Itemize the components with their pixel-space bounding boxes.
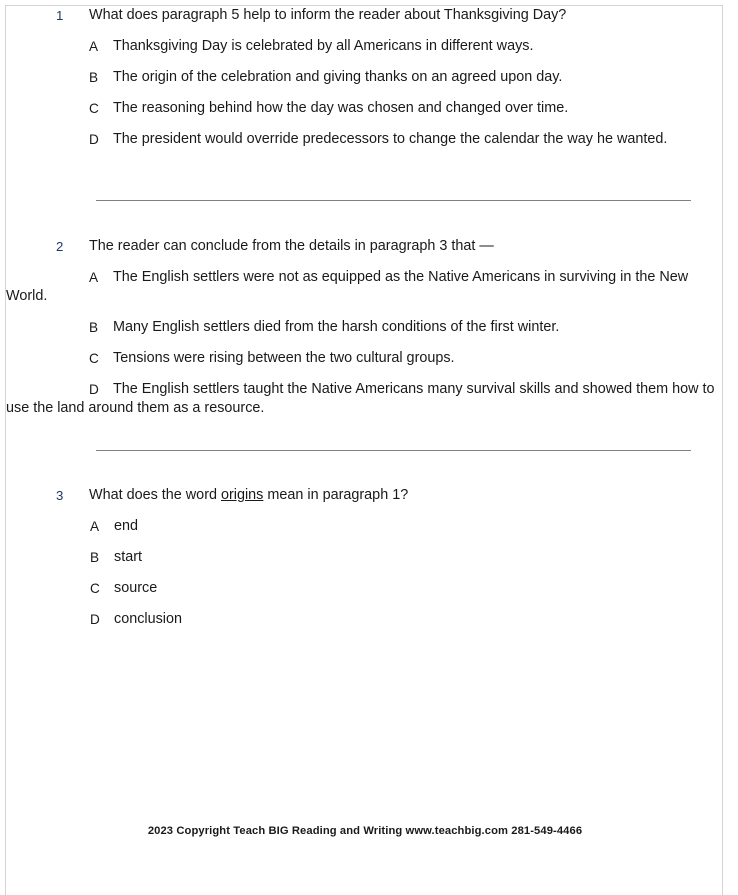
option-text-3-a: end bbox=[114, 518, 139, 534]
option-letter-2-c: C bbox=[89, 351, 99, 366]
option-text-2-c: Tensions were rising between the two cultural groups. bbox=[113, 350, 455, 366]
option-text-2-a: The English settlers were not as equipped as the Native Americans in surviving in the New World. bbox=[6, 269, 689, 304]
question-text-3-part-before: What does the word bbox=[89, 487, 221, 503]
option-1-d[interactable] bbox=[6, 130, 724, 149]
question-text-2-part-before: The reader can conclude from the details in paragraph 3 that — bbox=[89, 238, 494, 254]
question-stem-2 bbox=[6, 237, 724, 256]
option-3-a[interactable] bbox=[6, 517, 724, 536]
question-text-3 bbox=[89, 486, 438, 505]
question-text-1 bbox=[89, 6, 596, 25]
option-letter-1-c: C bbox=[89, 101, 99, 116]
divider-line bbox=[96, 450, 691, 451]
question-text-3-part-after: mean in paragraph 1? bbox=[263, 487, 409, 503]
question-number-3: 3 bbox=[56, 488, 64, 503]
option-letter-3-b: B bbox=[90, 550, 100, 565]
option-3-b[interactable] bbox=[6, 548, 724, 567]
option-1-b[interactable] bbox=[6, 68, 724, 87]
option-letter-1-a: A bbox=[89, 39, 99, 54]
question-text-2 bbox=[89, 237, 524, 256]
question-block-1 bbox=[6, 6, 724, 149]
option-2-b[interactable] bbox=[6, 318, 724, 337]
option-1-a[interactable] bbox=[6, 37, 724, 56]
option-2-d[interactable] bbox=[6, 380, 724, 418]
question-number-2: 2 bbox=[56, 239, 64, 254]
question-number-1: 1 bbox=[56, 8, 64, 23]
option-letter-3-a: A bbox=[90, 519, 100, 534]
option-text-3-c: source bbox=[114, 580, 158, 596]
question-block-2 bbox=[6, 237, 724, 418]
divider-line bbox=[96, 200, 691, 201]
option-letter-3-d: D bbox=[90, 612, 100, 627]
option-letter-2-a: A bbox=[89, 270, 99, 285]
option-text-1-a: Thanksgiving Day is celebrated by all Americans in different ways. bbox=[113, 38, 534, 54]
question-text-1-part-before: What does paragraph 5 help to inform the reader about Thanksgiving Day? bbox=[89, 7, 567, 23]
option-2-c[interactable] bbox=[6, 349, 724, 368]
option-2-a[interactable] bbox=[6, 268, 724, 306]
option-letter-2-b: B bbox=[89, 320, 99, 335]
question-block-3 bbox=[6, 486, 724, 629]
option-letter-3-c: C bbox=[90, 581, 100, 596]
worksheet-page bbox=[5, 5, 723, 895]
section-divider-1 bbox=[6, 200, 724, 201]
option-text-3-d: conclusion bbox=[114, 611, 182, 627]
section-divider-2 bbox=[6, 450, 724, 451]
option-text-1-c: The reasoning behind how the day was chosen and changed over time. bbox=[113, 100, 569, 116]
option-text-2-d: The English settlers taught the Native Americans many survival skills and showed them how to use the land around them as a resource. bbox=[6, 381, 715, 416]
option-3-c[interactable] bbox=[6, 579, 724, 598]
option-1-c[interactable] bbox=[6, 99, 724, 118]
option-text-2-b: Many English settlers died from the harsh conditions of the first winter. bbox=[113, 319, 560, 335]
option-text-1-b: The origin of the celebration and giving thanks on an agreed upon day. bbox=[113, 69, 563, 85]
option-letter-1-b: B bbox=[89, 70, 99, 85]
option-letter-2-d: D bbox=[89, 382, 99, 397]
page-footer: 2023 Copyright Teach BIG Reading and Writing www.teachbig.com 281-549-4466 bbox=[147, 825, 583, 837]
option-3-d[interactable] bbox=[6, 610, 724, 629]
option-text-3-b: start bbox=[114, 549, 142, 565]
option-text-1-d: The president would override predecessors to change the calendar the way he wanted. bbox=[113, 131, 668, 147]
question-stem-3 bbox=[6, 486, 724, 505]
question-stem-1 bbox=[6, 6, 724, 25]
option-letter-1-d: D bbox=[89, 132, 99, 147]
question-text-3-underlined-word: origins bbox=[220, 487, 264, 503]
